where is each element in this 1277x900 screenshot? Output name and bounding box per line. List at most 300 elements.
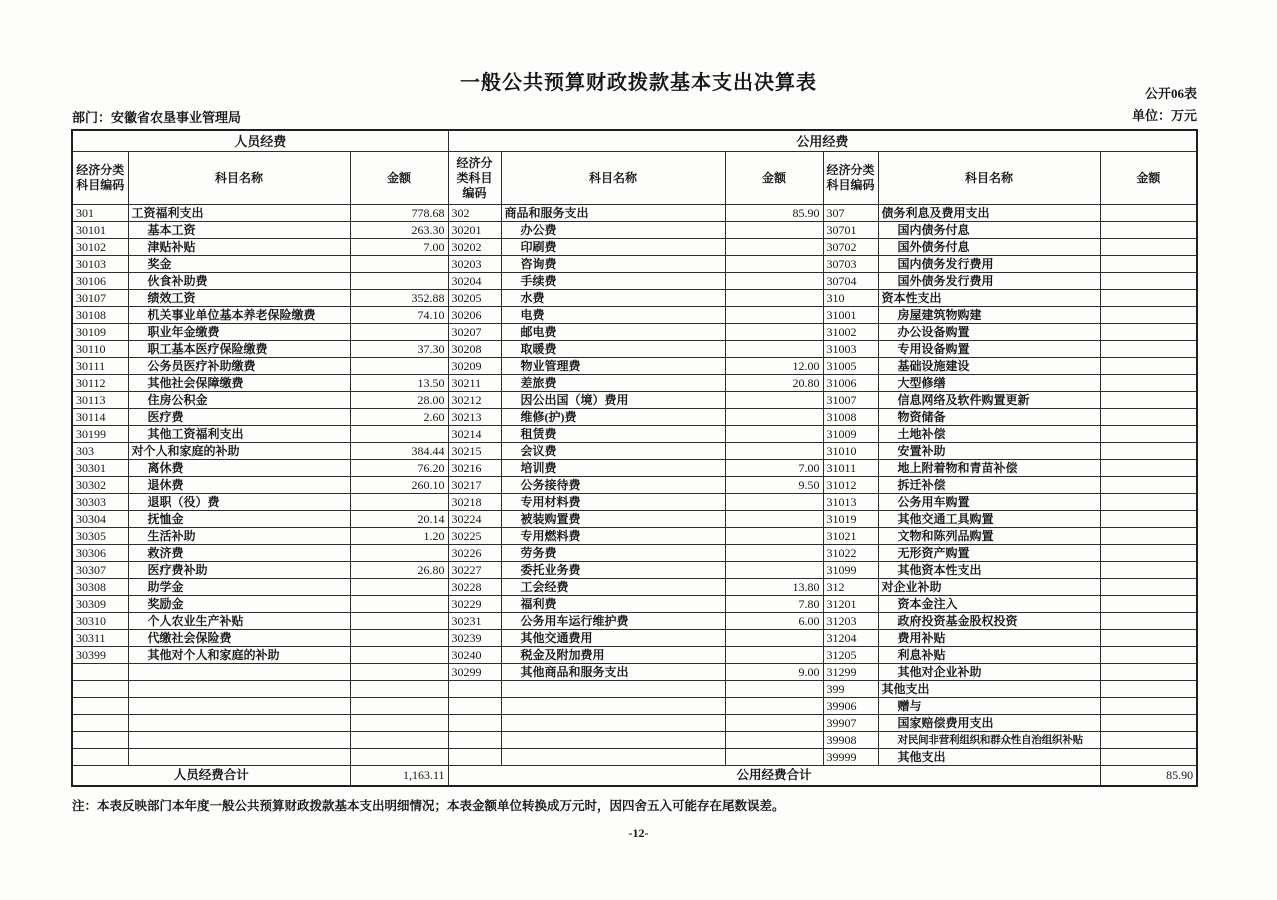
- amount-cell: 28.00: [350, 392, 448, 409]
- amount-cell: [725, 749, 823, 766]
- subject-name-cell: 其他社会保障缴费: [128, 375, 350, 392]
- amount-cell: [1100, 358, 1197, 375]
- amount-cell: [1100, 222, 1197, 239]
- subject-name-cell: 因公出国（境）费用: [501, 392, 725, 409]
- amount-cell: [725, 511, 823, 528]
- amount-cell: 9.00: [725, 664, 823, 681]
- amount-cell: [1100, 426, 1197, 443]
- table-row: [72, 545, 1197, 562]
- subject-name-cell: 文物和陈列品购置: [878, 528, 1100, 545]
- amount-cell: [1100, 630, 1197, 647]
- amount-cell: [1100, 341, 1197, 358]
- table-row: [72, 494, 1197, 511]
- amount-cell: [1100, 732, 1197, 749]
- amount-cell: [725, 290, 823, 307]
- subject-name-cell: 其他交通工具购置: [878, 511, 1100, 528]
- subject-name-cell: 福利费: [501, 596, 725, 613]
- subject-name-cell: 专用燃料费: [501, 528, 725, 545]
- table-row: [72, 698, 1197, 715]
- code-cell: 30110: [72, 341, 128, 358]
- subject-name-cell: 咨询费: [501, 256, 725, 273]
- code-cell: [72, 715, 128, 732]
- table-row: [72, 630, 1197, 647]
- subject-name-cell: 专用设备购置: [878, 341, 1100, 358]
- subject-name-cell: 公务接待费: [501, 477, 725, 494]
- amount-cell: [725, 256, 823, 273]
- code-cell: [72, 664, 128, 681]
- code-cell: 31010: [823, 443, 878, 460]
- subject-name-cell: 公务用车购置: [878, 494, 1100, 511]
- subject-name-cell: 职工基本医疗保险缴费: [128, 341, 350, 358]
- subject-name-cell: 无形资产购置: [878, 545, 1100, 562]
- code-cell: 30114: [72, 409, 128, 426]
- code-cell: [448, 681, 501, 698]
- subject-name-cell: 国外债务付息: [878, 239, 1100, 256]
- code-cell: 30226: [448, 545, 501, 562]
- table-row: [72, 443, 1197, 460]
- code-cell: 30228: [448, 579, 501, 596]
- amount-cell: 7.00: [350, 239, 448, 256]
- subject-name-cell: 房屋建筑物购建: [878, 307, 1100, 324]
- amount-cell: [725, 273, 823, 290]
- code-cell: 310: [823, 290, 878, 307]
- amount-cell: 85.90: [725, 205, 823, 222]
- amount-cell: [350, 579, 448, 596]
- code-cell: 39906: [823, 698, 878, 715]
- amount-cell: [725, 630, 823, 647]
- amount-cell: [350, 715, 448, 732]
- code-cell: 30102: [72, 239, 128, 256]
- subject-name-cell: 国家赔偿费用支出: [878, 715, 1100, 732]
- subject-name-cell: [128, 715, 350, 732]
- code-cell: 30701: [823, 222, 878, 239]
- amount-cell: [1100, 511, 1197, 528]
- amount-cell: 778.68: [350, 205, 448, 222]
- amount-cell: [1100, 273, 1197, 290]
- code-cell: 31099: [823, 562, 878, 579]
- amount-cell: [350, 324, 448, 341]
- code-cell: 30208: [448, 341, 501, 358]
- code-cell: 30229: [448, 596, 501, 613]
- table-row: [72, 358, 1197, 375]
- code-cell: [448, 698, 501, 715]
- code-cell: 30307: [72, 562, 128, 579]
- subject-name-cell: 专用材料费: [501, 494, 725, 511]
- table-row: [72, 596, 1197, 613]
- subject-name-cell: 其他商品和服务支出: [501, 664, 725, 681]
- code-cell: 30201: [448, 222, 501, 239]
- amount-cell: 26.80: [350, 562, 448, 579]
- footnote: 注：本表反映部门本年度一般公共预算财政拨款基本支出明细情况；本表金额单位转换成万元时，因四舍五入可能存在尾数误差。: [72, 799, 785, 813]
- code-cell: 30703: [823, 256, 878, 273]
- basic-expenditure-table: [71, 129, 1198, 787]
- table-row: [72, 579, 1197, 596]
- code-cell: 30302: [72, 477, 128, 494]
- subject-name-cell: 其他支出: [878, 681, 1100, 698]
- public-funds-group-header: 公用经费: [448, 130, 1197, 152]
- amount-cell: [1100, 239, 1197, 256]
- code-cell: 39908: [823, 732, 878, 749]
- subject-name-cell: 其他工资福利支出: [128, 426, 350, 443]
- code-cell: 31011: [823, 460, 878, 477]
- public2-amount-column-header: 金额: [1100, 152, 1197, 205]
- amount-cell: [350, 426, 448, 443]
- code-cell: 30240: [448, 647, 501, 664]
- amount-cell: [1100, 698, 1197, 715]
- subject-name-cell: 公务员医疗补助缴费: [128, 358, 350, 375]
- amount-cell: [350, 358, 448, 375]
- code-cell: 31009: [823, 426, 878, 443]
- code-cell: 31019: [823, 511, 878, 528]
- code-cell: 31002: [823, 324, 878, 341]
- code-cell: 30218: [448, 494, 501, 511]
- code-cell: 30301: [72, 460, 128, 477]
- code-cell: 39907: [823, 715, 878, 732]
- public2-code-column-header: 经济分类科目编码: [823, 152, 878, 205]
- table-row: [72, 409, 1197, 426]
- code-cell: 30109: [72, 324, 128, 341]
- amount-cell: [725, 528, 823, 545]
- code-cell: [448, 749, 501, 766]
- amount-cell: 260.10: [350, 477, 448, 494]
- table-row: [72, 205, 1197, 222]
- subject-name-cell: 维修(护)费: [501, 409, 725, 426]
- amount-cell: [350, 681, 448, 698]
- amount-cell: 384.44: [350, 443, 448, 460]
- subject-name-cell: 工会经费: [501, 579, 725, 596]
- subject-name-cell: 土地补偿: [878, 426, 1100, 443]
- subject-name-cell: [501, 732, 725, 749]
- amount-cell: [1100, 596, 1197, 613]
- code-cell: 31205: [823, 647, 878, 664]
- code-cell: 39999: [823, 749, 878, 766]
- subject-name-cell: 国内债务发行费用: [878, 256, 1100, 273]
- code-cell: 30310: [72, 613, 128, 630]
- subject-name-cell: [501, 681, 725, 698]
- amount-cell: 352.88: [350, 290, 448, 307]
- subject-name-cell: 其他交通费用: [501, 630, 725, 647]
- table-row: [72, 290, 1197, 307]
- amount-cell: [725, 715, 823, 732]
- subject-name-cell: 税金及附加费用: [501, 647, 725, 664]
- code-cell: 30311: [72, 630, 128, 647]
- code-cell: 301: [72, 205, 128, 222]
- subject-name-cell: 印刷费: [501, 239, 725, 256]
- code-cell: 30303: [72, 494, 128, 511]
- subject-name-cell: 生活补助: [128, 528, 350, 545]
- table-row: [72, 307, 1197, 324]
- amount-cell: [1100, 528, 1197, 545]
- code-cell: 31022: [823, 545, 878, 562]
- code-cell: 312: [823, 579, 878, 596]
- code-cell: 31008: [823, 409, 878, 426]
- subject-name-cell: 奖金: [128, 256, 350, 273]
- table-row: [72, 460, 1197, 477]
- code-cell: [72, 698, 128, 715]
- code-cell: 30213: [448, 409, 501, 426]
- amount-cell: 13.50: [350, 375, 448, 392]
- amount-cell: 37.30: [350, 341, 448, 358]
- personnel-code-column-header: 经济分类科目编码: [72, 152, 128, 205]
- amount-cell: [350, 256, 448, 273]
- subject-name-cell: 津贴补贴: [128, 239, 350, 256]
- amount-cell: [725, 307, 823, 324]
- amount-cell: [1100, 375, 1197, 392]
- subject-name-cell: 手续费: [501, 273, 725, 290]
- amount-cell: [1100, 545, 1197, 562]
- amount-cell: 20.14: [350, 511, 448, 528]
- amount-cell: [350, 732, 448, 749]
- code-cell: 30108: [72, 307, 128, 324]
- code-cell: [72, 749, 128, 766]
- amount-cell: [1100, 715, 1197, 732]
- personnel-total-label: 人员经费合计: [72, 766, 350, 786]
- subject-name-cell: 助学金: [128, 579, 350, 596]
- subject-name-cell: [501, 715, 725, 732]
- amount-cell: 13.80: [725, 579, 823, 596]
- amount-cell: [725, 324, 823, 341]
- code-cell: 399: [823, 681, 878, 698]
- table-row: [72, 511, 1197, 528]
- code-cell: 30106: [72, 273, 128, 290]
- subject-name-cell: 物业管理费: [501, 358, 725, 375]
- code-cell: 31203: [823, 613, 878, 630]
- code-cell: 302: [448, 205, 501, 222]
- subject-name-cell: 救济费: [128, 545, 350, 562]
- table-row: [72, 375, 1197, 392]
- subject-name-cell: 基础设施建设: [878, 358, 1100, 375]
- code-cell: [72, 681, 128, 698]
- code-cell: [448, 715, 501, 732]
- subject-name-cell: 政府投资基金股权投资: [878, 613, 1100, 630]
- amount-cell: 7.00: [725, 460, 823, 477]
- amount-cell: [1100, 307, 1197, 324]
- subject-name-cell: 办公设备购置: [878, 324, 1100, 341]
- amount-cell: [725, 239, 823, 256]
- amount-cell: [1100, 613, 1197, 630]
- code-cell: 30206: [448, 307, 501, 324]
- table-row: [72, 341, 1197, 358]
- code-cell: 31201: [823, 596, 878, 613]
- table-row: [72, 239, 1197, 256]
- table-row: [72, 528, 1197, 545]
- code-cell: 30231: [448, 613, 501, 630]
- subject-name-cell: 对民间非营利组织和群众性自治组织补贴: [878, 732, 1100, 749]
- page-title: 一般公共预算财政拨款基本支出决算表: [460, 72, 817, 94]
- code-cell: 30239: [448, 630, 501, 647]
- code-cell: 30224: [448, 511, 501, 528]
- amount-cell: [1100, 494, 1197, 511]
- table-row: [72, 256, 1197, 273]
- amount-cell: [1100, 460, 1197, 477]
- subject-name-cell: 债务利息及费用支出: [878, 205, 1100, 222]
- subject-name-cell: [128, 732, 350, 749]
- subject-name-cell: 离休费: [128, 460, 350, 477]
- subject-name-cell: 资本金注入: [878, 596, 1100, 613]
- subject-name-cell: 医疗费: [128, 409, 350, 426]
- subject-name-cell: 租赁费: [501, 426, 725, 443]
- code-cell: 30101: [72, 222, 128, 239]
- subject-name-cell: 住房公积金: [128, 392, 350, 409]
- department-label: 部门：安徽省农垦事业管理局: [72, 110, 242, 125]
- amount-cell: [350, 749, 448, 766]
- code-cell: 30103: [72, 256, 128, 273]
- subject-name-cell: 被装购置费: [501, 511, 725, 528]
- code-cell: 303: [72, 443, 128, 460]
- table-row: [72, 715, 1197, 732]
- amount-cell: [725, 222, 823, 239]
- subject-name-cell: 抚恤金: [128, 511, 350, 528]
- amount-cell: [725, 732, 823, 749]
- code-cell: 30199: [72, 426, 128, 443]
- code-cell: 30211: [448, 375, 501, 392]
- subject-name-cell: 水费: [501, 290, 725, 307]
- table-row: [72, 324, 1197, 341]
- amount-cell: [725, 545, 823, 562]
- code-cell: 30704: [823, 273, 878, 290]
- subject-name-cell: 基本工资: [128, 222, 350, 239]
- public-code-column-header: 经济分类科目编码: [448, 152, 501, 205]
- table-row: [72, 222, 1197, 239]
- table-row: [72, 426, 1197, 443]
- amount-cell: 12.00: [725, 358, 823, 375]
- amount-cell: [1100, 579, 1197, 596]
- subject-name-cell: 邮电费: [501, 324, 725, 341]
- unit-label: 单位：万元: [1131, 108, 1197, 123]
- code-cell: 30305: [72, 528, 128, 545]
- amount-cell: [725, 409, 823, 426]
- subject-name-cell: 其他资本性支出: [878, 562, 1100, 579]
- amount-cell: 76.20: [350, 460, 448, 477]
- amount-cell: [1100, 664, 1197, 681]
- table-row: [72, 613, 1197, 630]
- table-row: [72, 477, 1197, 494]
- subject-name-cell: 对企业补助: [878, 579, 1100, 596]
- code-cell: 30299: [448, 664, 501, 681]
- subject-name-cell: 商品和服务支出: [501, 205, 725, 222]
- code-cell: 31204: [823, 630, 878, 647]
- amount-cell: [1100, 409, 1197, 426]
- subject-name-cell: 伙食补助费: [128, 273, 350, 290]
- subject-name-cell: 培训费: [501, 460, 725, 477]
- subject-name-cell: 工资福利支出: [128, 205, 350, 222]
- totals-row: [72, 766, 1197, 786]
- amount-cell: [1100, 256, 1197, 273]
- personnel-amount-column-header: 金额: [350, 152, 448, 205]
- code-cell: 31006: [823, 375, 878, 392]
- table-row: [72, 749, 1197, 766]
- code-cell: 30204: [448, 273, 501, 290]
- subject-name-cell: 国外债务发行费用: [878, 273, 1100, 290]
- subject-name-cell: 其他对个人和家庭的补助: [128, 647, 350, 664]
- personnel-total-amount: 1,163.11: [350, 766, 448, 786]
- table-body: [72, 205, 1197, 766]
- page-number: -12-: [628, 826, 649, 840]
- code-cell: 31001: [823, 307, 878, 324]
- subject-name-cell: 大型修缮: [878, 375, 1100, 392]
- subject-name-cell: 电费: [501, 307, 725, 324]
- code-cell: [72, 732, 128, 749]
- code-cell: 30107: [72, 290, 128, 307]
- code-cell: 31013: [823, 494, 878, 511]
- amount-cell: [350, 596, 448, 613]
- code-cell: 30227: [448, 562, 501, 579]
- table-row: [72, 273, 1197, 290]
- code-cell: 30112: [72, 375, 128, 392]
- group-header-row: [72, 130, 1197, 152]
- amount-cell: 263.30: [350, 222, 448, 239]
- table-row: [72, 392, 1197, 409]
- code-cell: 30212: [448, 392, 501, 409]
- subject-name-cell: 代缴社会保险费: [128, 630, 350, 647]
- subject-name-cell: 安置补助: [878, 443, 1100, 460]
- code-cell: 30308: [72, 579, 128, 596]
- amount-cell: [725, 647, 823, 664]
- code-cell: 31021: [823, 528, 878, 545]
- subject-name-cell: 退职（役）费: [128, 494, 350, 511]
- table-code-label: 公开06表: [1144, 86, 1197, 101]
- code-cell: 30203: [448, 256, 501, 273]
- amount-cell: [350, 613, 448, 630]
- subject-name-cell: 地上附着物和青苗补偿: [878, 460, 1100, 477]
- subject-name-cell: 绩效工资: [128, 290, 350, 307]
- code-cell: 31003: [823, 341, 878, 358]
- amount-cell: [725, 392, 823, 409]
- code-cell: 31005: [823, 358, 878, 375]
- amount-cell: [350, 273, 448, 290]
- amount-cell: [350, 630, 448, 647]
- subject-name-cell: 拆迁补偿: [878, 477, 1100, 494]
- public-subject-column-header: 科目名称: [501, 152, 725, 205]
- subject-name-cell: 差旅费: [501, 375, 725, 392]
- subject-name-cell: 资本性支出: [878, 290, 1100, 307]
- amount-cell: [1100, 392, 1197, 409]
- subject-name-cell: 个人农业生产补贴: [128, 613, 350, 630]
- code-cell: 30216: [448, 460, 501, 477]
- subject-name-cell: 其他对企业补助: [878, 664, 1100, 681]
- code-cell: 30225: [448, 528, 501, 545]
- subject-name-cell: 职业年金缴费: [128, 324, 350, 341]
- amount-cell: 6.00: [725, 613, 823, 630]
- subject-name-cell: 办公费: [501, 222, 725, 239]
- subject-name-cell: [128, 698, 350, 715]
- subject-name-cell: 会议费: [501, 443, 725, 460]
- amount-cell: [1100, 749, 1197, 766]
- amount-cell: [1100, 681, 1197, 698]
- subject-name-cell: 费用补贴: [878, 630, 1100, 647]
- subject-name-cell: [128, 664, 350, 681]
- amount-cell: [350, 698, 448, 715]
- code-cell: [448, 732, 501, 749]
- subject-name-cell: 医疗费补助: [128, 562, 350, 579]
- code-cell: 307: [823, 205, 878, 222]
- subject-name-cell: 物资储备: [878, 409, 1100, 426]
- table-row: [72, 664, 1197, 681]
- subject-name-cell: 国内债务付息: [878, 222, 1100, 239]
- amount-cell: [1100, 205, 1197, 222]
- amount-cell: [1100, 443, 1197, 460]
- table-row: [72, 562, 1197, 579]
- table-row: [72, 732, 1197, 749]
- amount-cell: [1100, 647, 1197, 664]
- amount-cell: [725, 341, 823, 358]
- subject-name-cell: 对个人和家庭的补助: [128, 443, 350, 460]
- amount-cell: [1100, 477, 1197, 494]
- subject-name-cell: 劳务费: [501, 545, 725, 562]
- amount-cell: [725, 443, 823, 460]
- subject-name-cell: 退休费: [128, 477, 350, 494]
- subject-name-cell: 公务用车运行维护费: [501, 613, 725, 630]
